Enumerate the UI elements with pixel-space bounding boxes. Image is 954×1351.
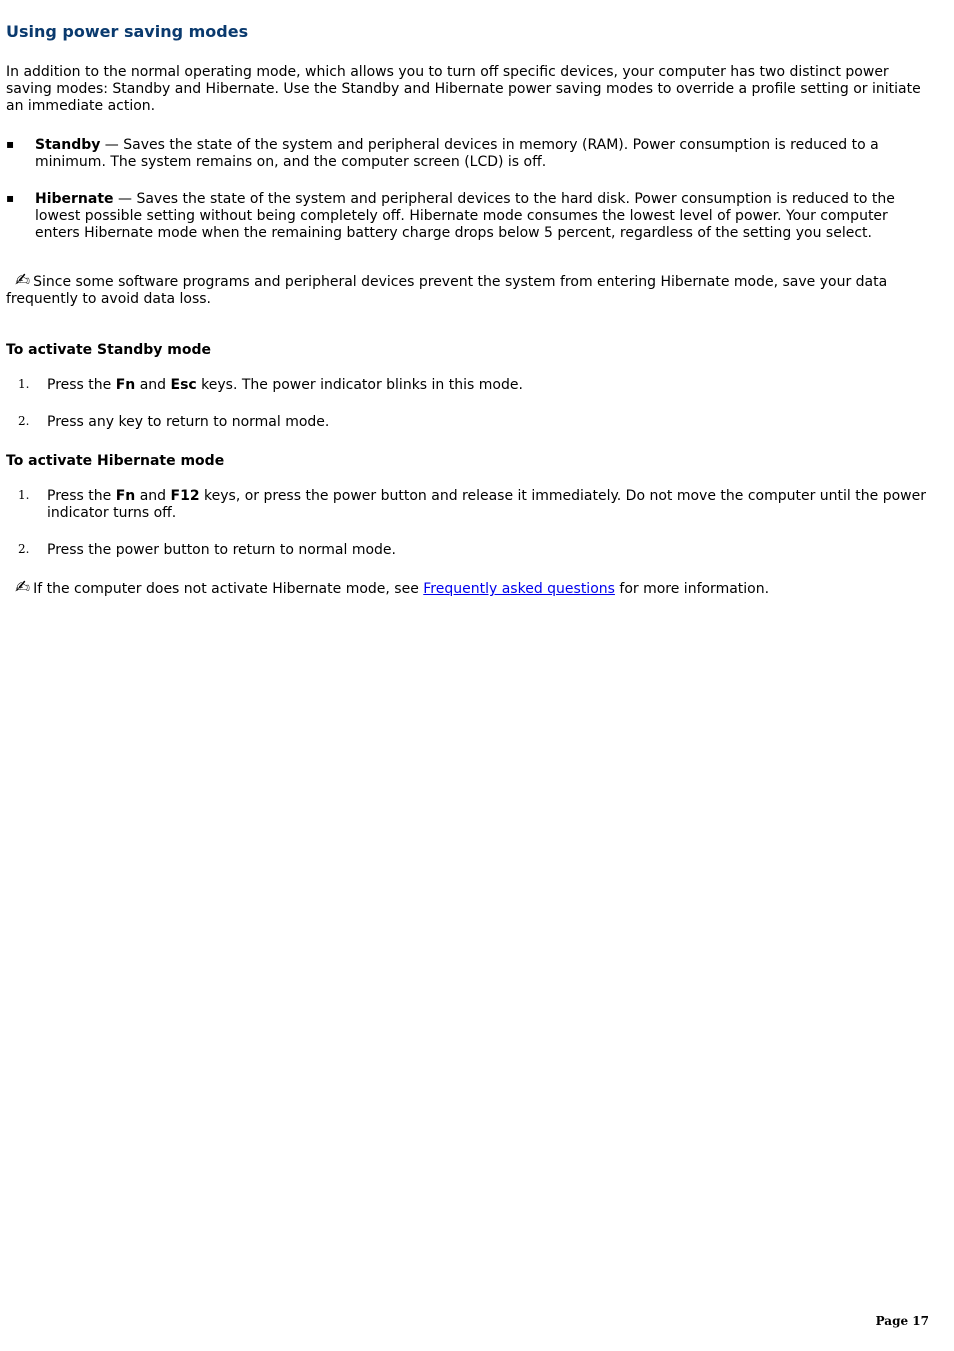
modes-list (6, 137, 931, 242)
mode-name: Hibernate (35, 191, 114, 207)
key-esc: Esc (170, 377, 197, 393)
step-text: Press the (47, 488, 116, 504)
step (6, 414, 931, 431)
step-number: 1. (18, 488, 30, 502)
mode-name: Standby (35, 137, 101, 153)
note-text: Since some software programs and peripheral devices prevent the system from entering Hibernate mode, save your data frequently to avoid data loss. (6, 274, 888, 307)
key-f12: F12 (170, 488, 200, 504)
step-number: 2. (18, 414, 30, 428)
note-text: for more information. (614, 581, 770, 597)
step-number: 2. (18, 542, 30, 556)
step-text: Press the (47, 377, 116, 393)
standby-steps (6, 377, 931, 431)
key-fn: Fn (115, 488, 136, 504)
page-number: Page 17 (875, 1314, 929, 1328)
list-item-hibernate (6, 191, 931, 242)
note-hand-icon: ✍ (15, 270, 31, 291)
step-number: 1. (18, 377, 30, 391)
note-faq (6, 579, 931, 598)
note-data-loss (6, 272, 931, 308)
bullet-icon: ▪ (6, 191, 15, 205)
step-text: and (135, 377, 171, 393)
hibernate-steps (6, 488, 931, 559)
mode-description: — Saves the state of the system and peripheral devices to the hard disk. Power consumption is reduced to the lowest possible setting without being completely off. Hibernate mode consumes the lowest level of power. Your computer enters Hibernate mode when the remaining battery charge drops below 5 percent, regardless of the setting you select. (35, 191, 895, 241)
step-text: keys, or press the power button and release it immediately. Do not move the computer until the power indicator turns off. (47, 488, 926, 521)
faq-link[interactable]: Frequently asked questions (423, 581, 615, 597)
mode-description: — Saves the state of the system and peripheral devices in memory (RAM). Power consumption is reduced to a minimum. The system remains on, and the computer screen (LCD) is off. (35, 137, 879, 170)
step (6, 488, 931, 522)
step-text: Press the power button to return to normal mode. (47, 542, 396, 558)
list-item-standby (6, 137, 931, 171)
step (6, 377, 931, 394)
standby-heading: To activate Standby mode (6, 342, 212, 358)
note-text: If the computer does not activate Hibernate mode, see (33, 581, 424, 597)
step-text: and (135, 488, 171, 504)
step (6, 542, 931, 559)
step-text: keys. The power indicator blinks in this mode. (196, 377, 523, 393)
bullet-icon: ▪ (6, 137, 15, 151)
step-text: Press any key to return to normal mode. (47, 414, 330, 430)
intro-paragraph: In addition to the normal operating mode, which allows you to turn off specific devices, your computer has two distinct power saving modes: Standby and Hibernate. Use the Standby and Hibernate power saving modes to override a profile setting or initiate an immediate action. (6, 64, 921, 114)
page-title: Using power saving modes (6, 22, 249, 41)
note-hand-icon: ✍ (15, 577, 31, 598)
document (6, 0, 931, 598)
key-fn: Fn (115, 377, 136, 393)
hibernate-heading: To activate Hibernate mode (6, 453, 225, 469)
